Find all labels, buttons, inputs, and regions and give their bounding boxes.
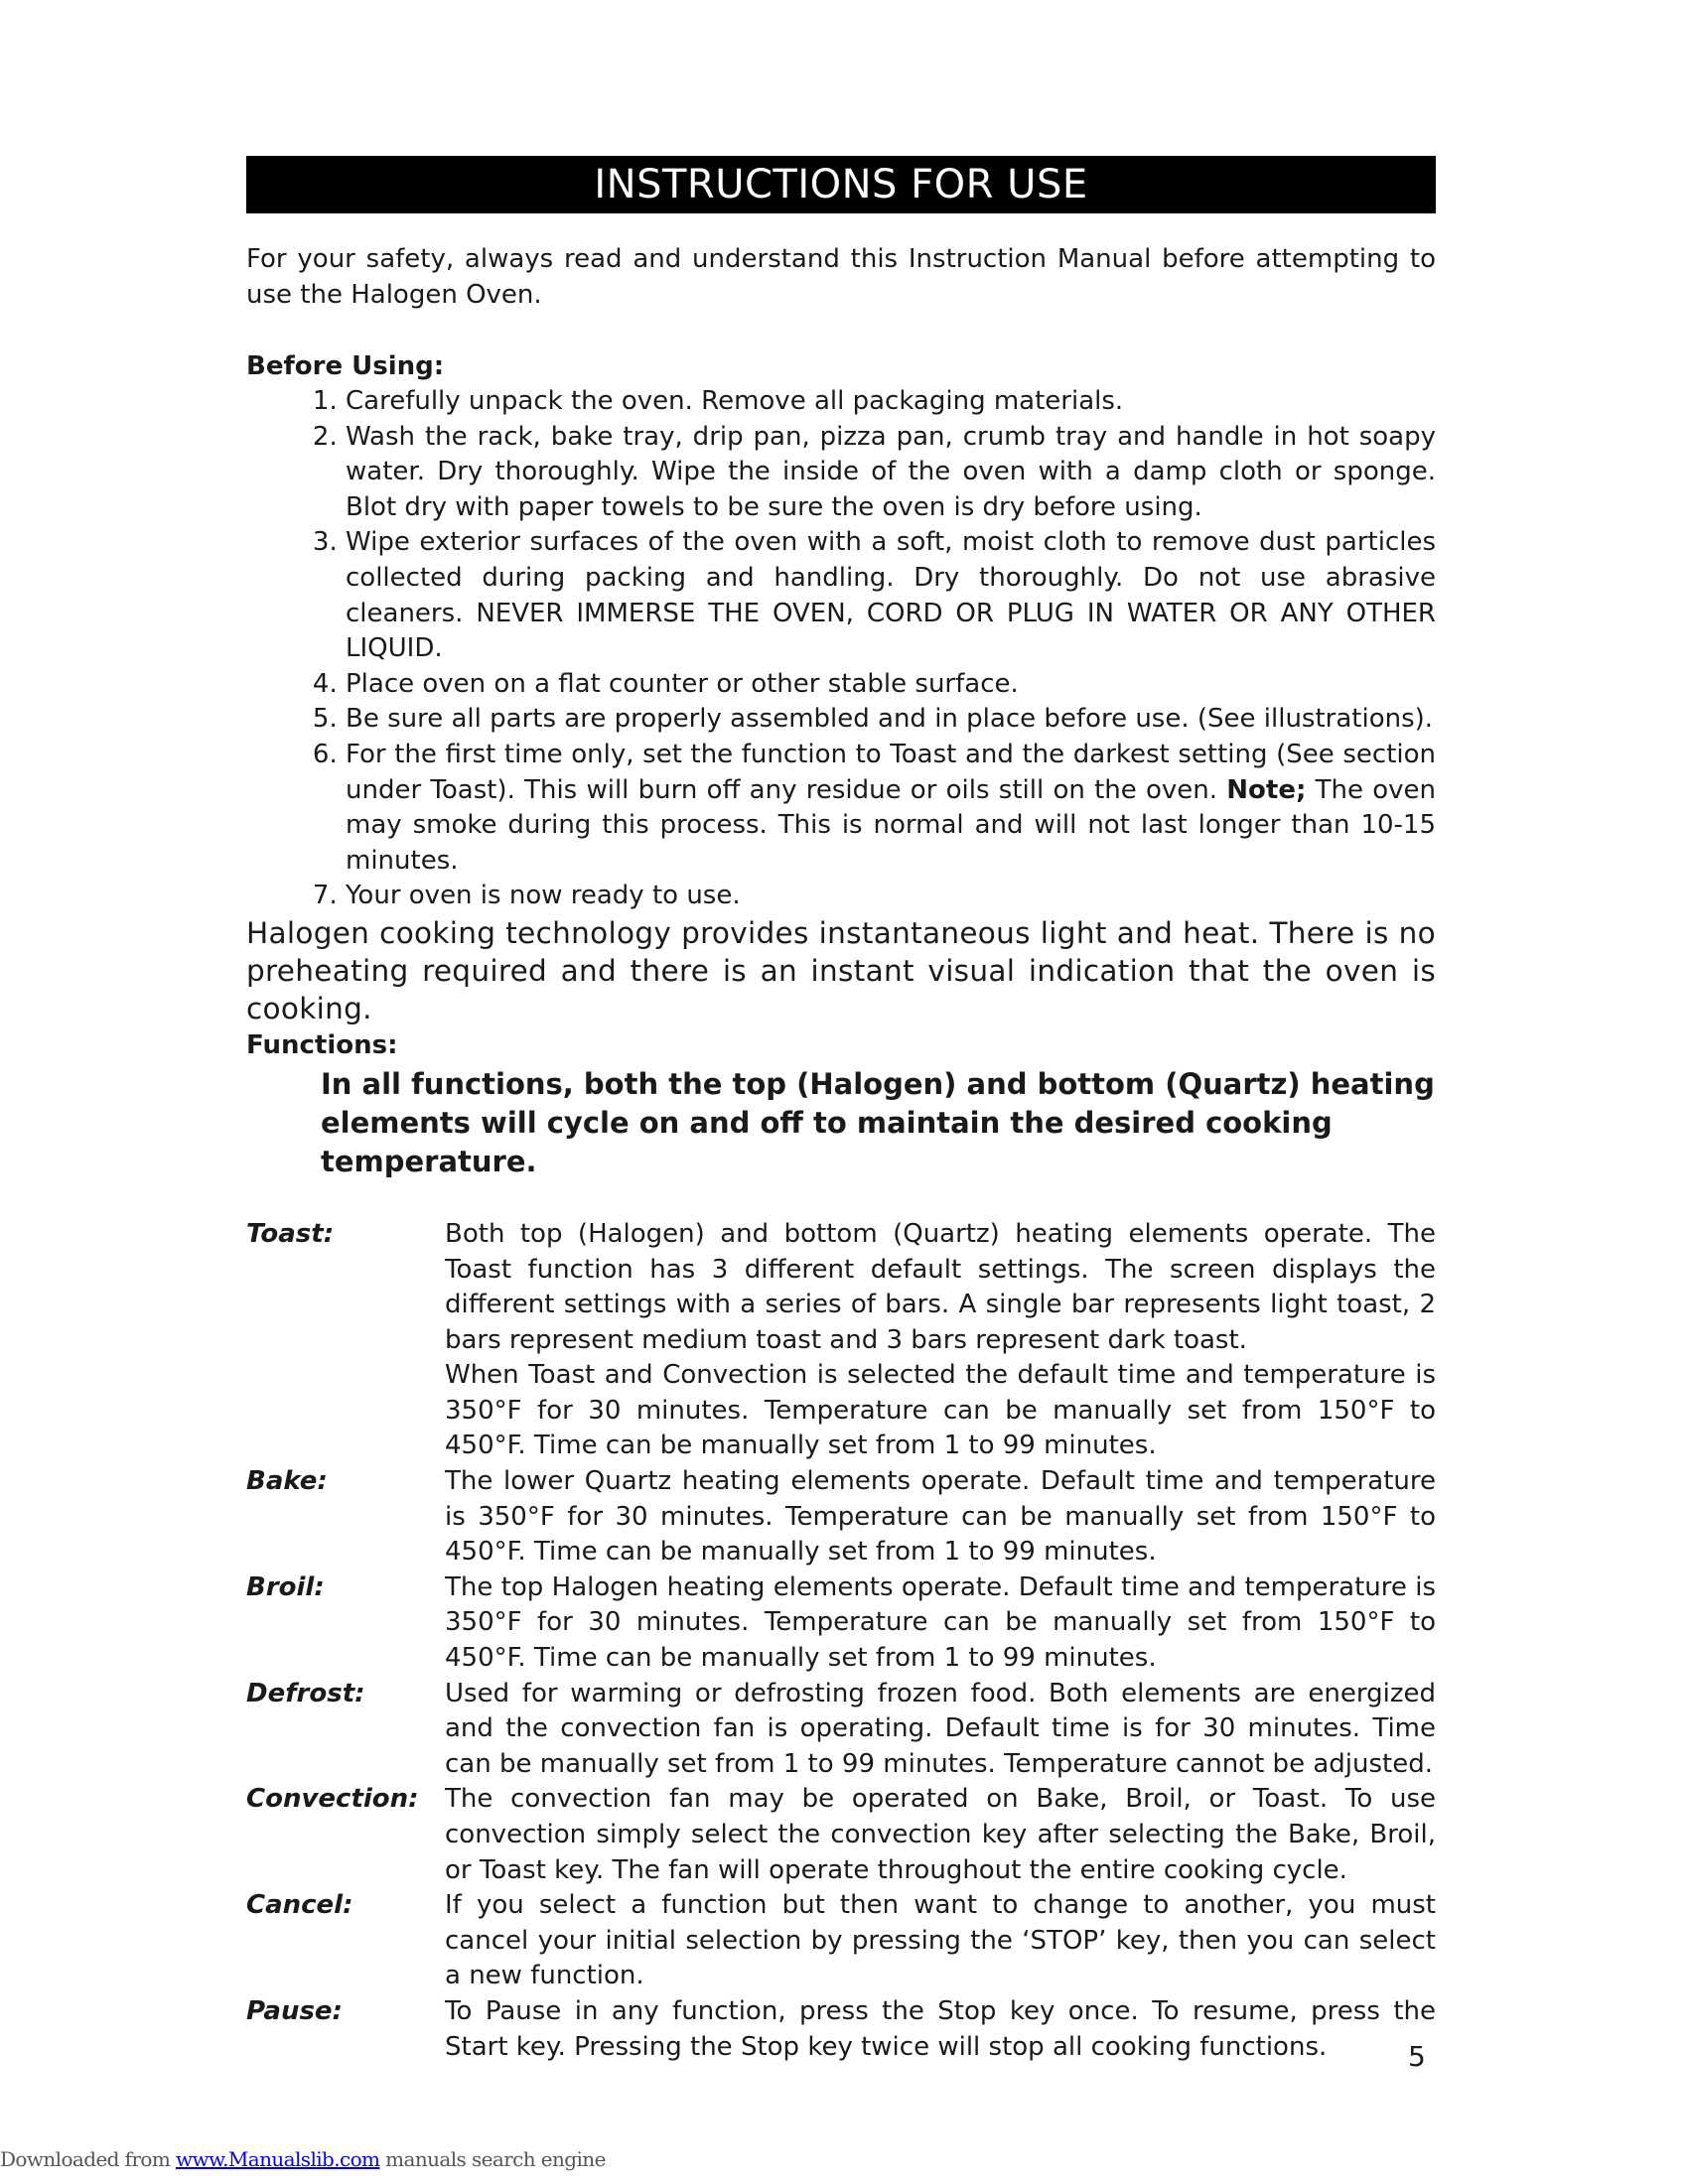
function-desc-text: When Toast and Convection is selected the default time and temperature is 350°F for 30 minutes. Temperature can be manually set from 150°F to 450°F. Time can be manually set from 1 to 99 minutes. (445, 1360, 1436, 1461)
function-row-pause (246, 1994, 1436, 2065)
function-label: Toast: (246, 1218, 335, 1249)
section-banner (246, 156, 1436, 213)
function-description (445, 1217, 1436, 1464)
function-label: Cancel: (246, 1890, 353, 1921)
function-row-defrost (246, 1677, 1436, 1783)
step-text: For the first time only, set the function to Toast and the darkest setting (See section under Toast). This will burn off any residue or oils still on the oven. (346, 739, 1436, 805)
function-description: To Pause in any function, press the Stop key once. To resume, press the Start key. Pressing the Stop key twice will stop all cooking functions. (445, 1995, 1436, 2062)
function-description: If you select a function but then want to change to another, you must cancel your initial selection by pressing the ‘STOP’ key, then you can select a new function. (445, 1890, 1436, 1991)
note-text: The oven may smoke during this process. This is normal and will not last longer than 10-15 minutes. (346, 774, 1437, 876)
step-item (346, 738, 1436, 879)
functions-heading: Functions: (246, 1029, 398, 1060)
halogen-paragraph: Halogen cooking technology provides instantaneous light and heat. There is no preheating required and there is an instant visual indication that the oven is cooking. (246, 915, 1436, 1025)
intro-paragraph: For your safety, always read and understand this Instruction Manual before attempting to use the Halogen Oven. (246, 244, 1436, 310)
step-item: 1. Carefully unpack the oven. Remove all packaging materials. (346, 384, 1436, 420)
page-number: 5 (1408, 2040, 1426, 2073)
functions-table (246, 1217, 1436, 2065)
function-row-toast (246, 1217, 1436, 1464)
functions-note: In all functions, both the top (Halogen) and bottom (Quartz) heating elements will cycle on and off to maintain the desired cooking temperature. (321, 1066, 1435, 1178)
function-row-bake (246, 1464, 1436, 1570)
step-item: 7. Your oven is now ready to use. (346, 879, 1436, 914)
footer-prefix: Downloaded from (0, 2147, 176, 2171)
function-label: Bake: (246, 1466, 328, 1497)
step-item: 3. Wipe exterior surfaces of the oven with a soft, moist cloth to remove dust particles collected during packing and handling. Dry thoroughly. Do not use abrasive cleaners. NEVER IMMERSE THE OVEN, CORD OR PLUG IN WATER OR ANY OTHER LIQUID. (346, 525, 1436, 666)
step-item: 2. Wash the rack, bake tray, drip pan, pizza pan, crumb tray and handle in hot soapy water. Dry thoroughly. Wipe the inside of the oven with a damp cloth or sponge. Blot dry with paper towels to be sure the oven is dry before using. (346, 420, 1436, 526)
function-description: The convection fan may be operated on Bake, Broil, or Toast. To use convection simply select the convection key after selecting the Bake, Broil, or Toast key. The fan will operate throughout the entire cooking cycle. (445, 1784, 1436, 1885)
function-row-broil (246, 1570, 1436, 1677)
before-using-steps (246, 384, 1436, 914)
function-row-convection (246, 1782, 1436, 1888)
step-item: 4. Place oven on a flat counter or other stable surface. (346, 667, 1436, 703)
banner-title: INSTRUCTIONS FOR USE (594, 162, 1088, 207)
function-description: The top Halogen heating elements operate. Default time and temperature is 350°F for 30 minutes. Temperature can be manually set from 150°F to 450°F. Time can be manually set from 1 to 99 minutes. (445, 1571, 1436, 1674)
step-item: 5. Be sure all parts are properly assembled and in place before use. (See illustrations). (346, 702, 1436, 738)
manualslib-link[interactable]: www.Manualslib.com (175, 2147, 380, 2171)
function-label: Convection: (246, 1784, 419, 1815)
function-description: Used for warming or defrosting frozen food. Both elements are energized and the convection fan is operating. Default time is for 30 minutes. Time can be manually set from 1 to 99 minutes. Temperature cannot be adjusted. (445, 1678, 1436, 1779)
download-footer (0, 2147, 606, 2171)
note-label: Note; (1226, 774, 1307, 805)
function-label: Pause: (246, 1995, 343, 2026)
before-using-heading: Before Using: (246, 351, 445, 381)
function-row-cancel (246, 1888, 1436, 1994)
function-label: Broil: (246, 1571, 325, 1602)
function-description: The lower Quartz heating elements operate. Default time and temperature is 350°F for 30 minutes. Temperature can be manually set from 150°F to 450°F. Time can be manually set from 1 to 99 minutes. (445, 1466, 1436, 1568)
function-label: Defrost: (246, 1678, 365, 1708)
function-desc-text: Both top (Halogen) and bottom (Quartz) heating elements operate. The Toast function has 3 different default settings. The screen displays the different settings with a series of bars. A single bar represents light toast, 2 bars represent medium toast and 3 bars represent dark toast. (445, 1218, 1436, 1355)
manual-page (246, 156, 1436, 2065)
footer-suffix: manuals search engine (379, 2147, 606, 2171)
